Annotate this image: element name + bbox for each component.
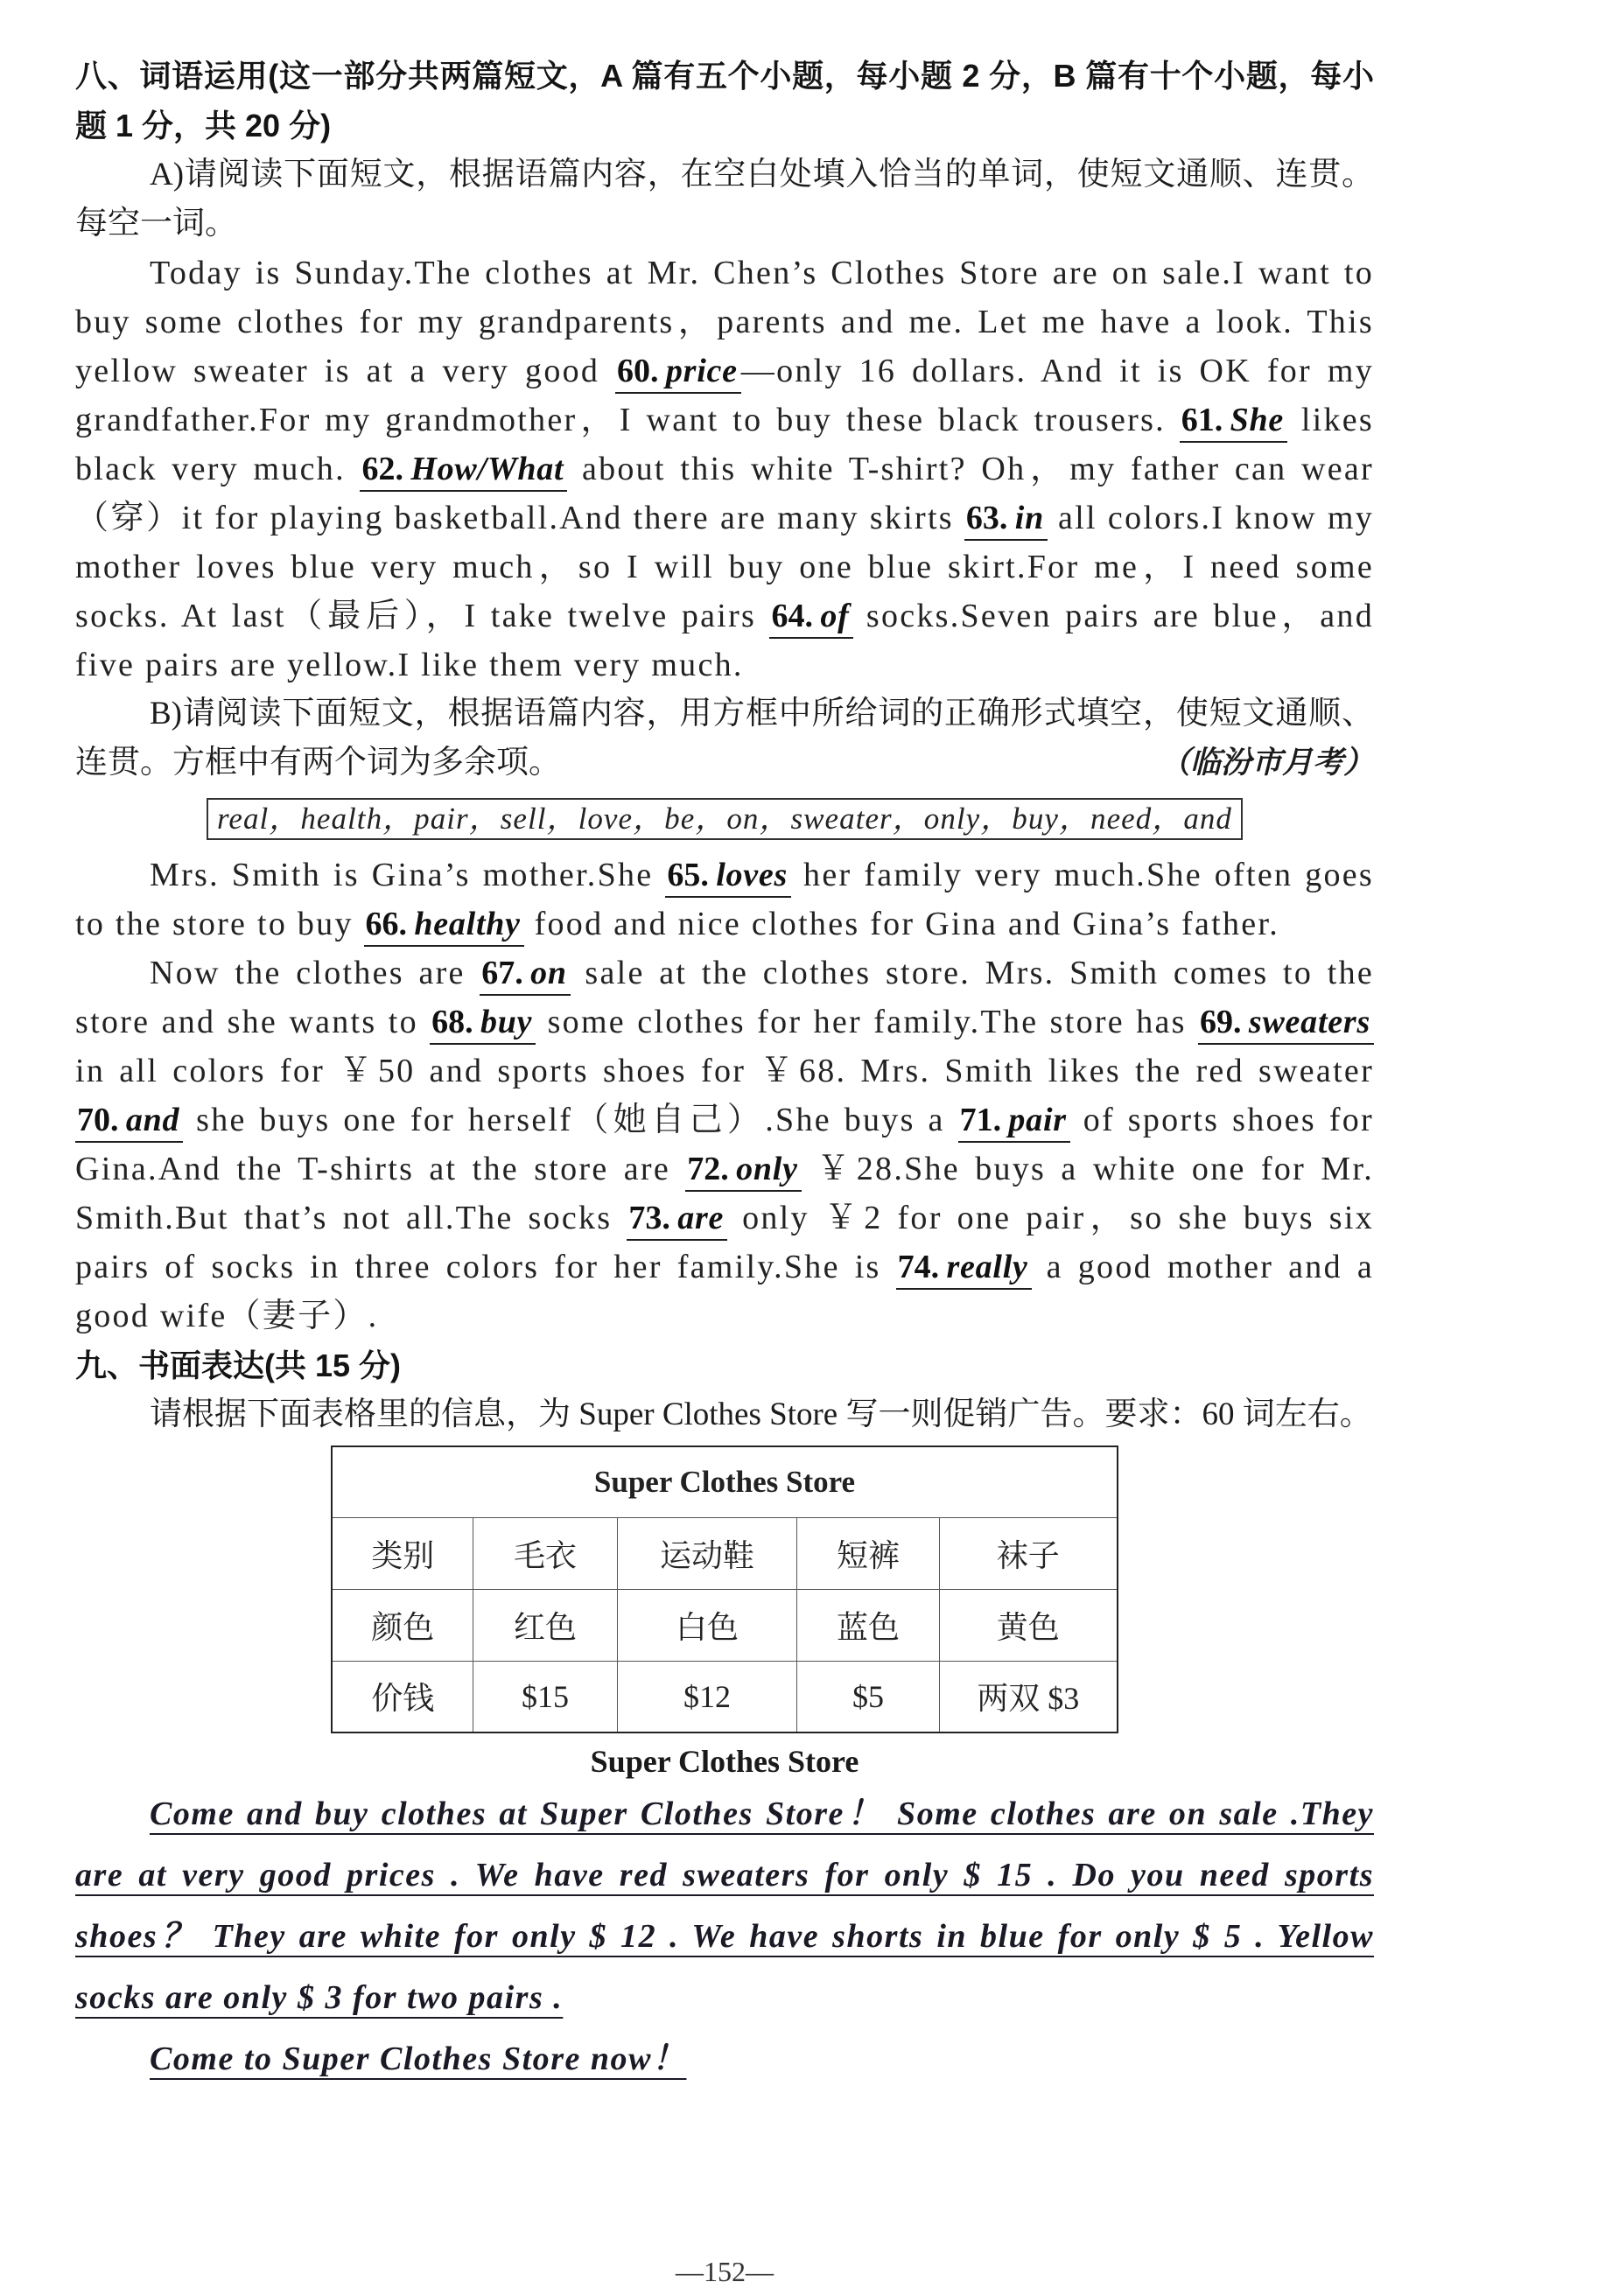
part-a-instruction: A)请阅读下面短文，根据语篇内容，在空白处填入恰当的单词，使短文通顺、连贯。每空一词。 — [75, 157, 1374, 242]
answer-closing-text: Come to Super Clothes Store now！ — [150, 2040, 687, 2077]
table-cell: $15 — [473, 1661, 617, 1732]
blank-73 — [627, 1200, 727, 1241]
blank-number: 63. — [965, 500, 1008, 536]
passage-text: all colors.I know my mother loves blue very much，so I will buy one blue skirt.For me，I need some socks. At last（最后），I take twelve pairs — [75, 500, 1374, 634]
answer-closing — [75, 2028, 1374, 2090]
passage-text: about this white T-shirt? Oh，my father can wear（穿）it for playing basketball.And there are many skirts — [75, 451, 1374, 536]
passage-text: only ￥2 for one pair，so she buys six pairs of socks in three colors for her family.She is — [75, 1200, 1374, 1285]
answer-body — [75, 1783, 1374, 2028]
blank-number: 65. — [667, 857, 709, 893]
table-row-header: 颜色 — [332, 1589, 473, 1661]
table-cell: 黄色 — [939, 1589, 1117, 1661]
blank-number: 60. — [617, 353, 659, 389]
blank-69 — [1198, 1004, 1374, 1045]
part-b-paragraph-2 — [75, 948, 1374, 1340]
table-row — [332, 1517, 1117, 1589]
blank-number: 66. — [365, 906, 408, 942]
table-cell: 白色 — [617, 1589, 796, 1661]
table-cell: 袜子 — [939, 1517, 1117, 1589]
blank-answer: really — [946, 1249, 1028, 1285]
table-cell: 红色 — [473, 1589, 617, 1661]
passage-text: likes black very much. — [75, 402, 1374, 487]
table-cell: 两双 $3 — [939, 1661, 1117, 1732]
blank-71 — [958, 1102, 1070, 1143]
passage-text: ￥28.She buys a white one for Mr. Smith.But that’s not all.The socks — [75, 1151, 1374, 1236]
blank-answer: on — [530, 955, 567, 991]
writing-instruction: 请根据下面表格里的信息，为 Super Clothes Store 写一则促销广告。要求：60 词左右。 — [150, 1396, 1372, 1432]
table-cell: 蓝色 — [796, 1589, 939, 1661]
word-box-row — [75, 788, 1374, 850]
table-cell: 运动鞋 — [617, 1517, 796, 1589]
blank-62 — [360, 451, 567, 492]
table-row-header: 类别 — [332, 1517, 473, 1589]
answer-body-text: Come and buy clothes at Super Clothes Store！ Some clothes are on sale .They are at very good prices . We have red sweaters for only $ 15 . Do you need sports shoes？ They are white for only $ 12 . We have shorts in blue for only $ 5 . Yellow socks are only $ 3 for two pairs . — [75, 1796, 1374, 2016]
blank-61 — [1180, 402, 1287, 443]
passage-text: —only 16 dollars. And it is OK for my grandfather.For my grandmother，I want to buy these black trousers. — [75, 353, 1374, 438]
answer-title: Super Clothes Store — [590, 1744, 859, 1779]
passage-text: her family very much.She often goes to the store to buy — [75, 857, 1374, 942]
blank-number: 72. — [687, 1151, 729, 1187]
table-row-header: 价钱 — [332, 1661, 473, 1732]
blank-number: 74. — [897, 1249, 940, 1285]
blank-answer: How/What — [410, 451, 564, 487]
blank-number: 67. — [481, 955, 523, 991]
blank-68 — [430, 1004, 536, 1045]
blank-answer: pair — [1008, 1102, 1067, 1138]
table-title: Super Clothes Store — [332, 1446, 1117, 1517]
passage-text: Mrs. Smith is Gina’s mother.She — [150, 857, 666, 893]
part-b-instruction-text: B)请阅读下面短文，根据语篇内容，用方框中所给词的正确形式填空，使短文通顺、连贯。方框中有两个词为多余项。 — [75, 696, 1374, 780]
passage-text: Now the clothes are — [150, 955, 480, 991]
blank-answer: of — [820, 598, 850, 634]
page-content — [75, 51, 1374, 2090]
word-box: real，health，pair，sell，love，be，on，sweater，only，buy，need，and — [207, 798, 1243, 840]
part-a-passage — [75, 248, 1374, 690]
blank-answer: and — [125, 1102, 180, 1138]
table-title-row — [332, 1446, 1117, 1517]
exam-source-label: （临汾市月考） — [1159, 746, 1374, 780]
passage-text: some clothes for her family.The store has — [536, 1004, 1199, 1040]
table-row — [332, 1661, 1117, 1732]
blank-66 — [364, 906, 524, 947]
blank-number: 70. — [77, 1102, 119, 1138]
blank-74 — [896, 1249, 1032, 1290]
blank-answer: price — [665, 353, 738, 389]
blank-number: 69. — [1200, 1004, 1242, 1040]
blank-64 — [769, 598, 852, 639]
blank-number: 62. — [361, 451, 403, 487]
page-number: —152— — [676, 2256, 774, 2287]
blank-answer: in — [1014, 500, 1044, 536]
blank-67 — [480, 955, 571, 996]
blank-answer: healthy — [414, 906, 521, 942]
part-b-paragraph-1 — [75, 850, 1374, 948]
blank-number: 73. — [628, 1200, 670, 1236]
blank-number: 64. — [771, 598, 813, 634]
blank-number: 68. — [431, 1004, 473, 1040]
table-cell: 毛衣 — [473, 1517, 617, 1589]
part-b-instruction — [75, 690, 1374, 788]
passage-text: she buys one for herself（她自己）.She buys a — [183, 1102, 958, 1138]
blank-63 — [964, 500, 1048, 541]
table-row — [332, 1589, 1117, 1661]
blank-answer: She — [1230, 402, 1285, 438]
store-info-table — [331, 1446, 1118, 1733]
blank-72 — [685, 1151, 801, 1192]
blank-70 — [75, 1102, 183, 1143]
section-8-heading: 八、词语运用(这一部分共两篇短文，A 篇有五个小题，每小题 2 分，B 篇有十个小题，每小题 1 分，共 20 分) — [75, 58, 1374, 144]
section-9-heading: 九、书面表达(共 15 分) — [75, 1348, 402, 1383]
blank-answer: are — [677, 1200, 725, 1236]
passage-text: a good mother and a good wife（妻子）. — [75, 1249, 1374, 1334]
blank-number: 71. — [959, 1102, 1002, 1138]
passage-text: sale at the clothes store. Mrs. Smith comes to the store and she wants to — [75, 955, 1374, 1040]
blank-number: 61. — [1181, 402, 1223, 438]
blank-65 — [665, 857, 791, 898]
passage-text: food and nice clothes for Gina and Gina’s father. — [523, 906, 1280, 942]
blank-answer: sweaters — [1248, 1004, 1370, 1040]
blank-answer: only — [736, 1151, 798, 1187]
table-cell: 短裤 — [796, 1517, 939, 1589]
blank-answer: loves — [716, 857, 788, 893]
table-cell: $5 — [796, 1661, 939, 1732]
passage-text: Today is Sunday.The clothes at Mr. Chen’s Clothes Store are on sale.I want to buy some clothes for my grandparents，parents and me. Let me have a look. This yellow sweater is at a very good — [75, 255, 1374, 389]
passage-text: socks.Seven pairs are blue，and five pairs are yellow.I like them very much. — [75, 598, 1374, 683]
passage-text: of sports shoes for Gina.And the T-shirts at the store are — [75, 1102, 1374, 1187]
passage-text: in all colors for ￥50 and sports shoes for ￥68. Mrs. Smith likes the red sweater — [75, 1053, 1374, 1089]
blank-answer: buy — [480, 1004, 533, 1040]
table-cell: $12 — [617, 1661, 796, 1732]
blank-60 — [615, 353, 741, 394]
